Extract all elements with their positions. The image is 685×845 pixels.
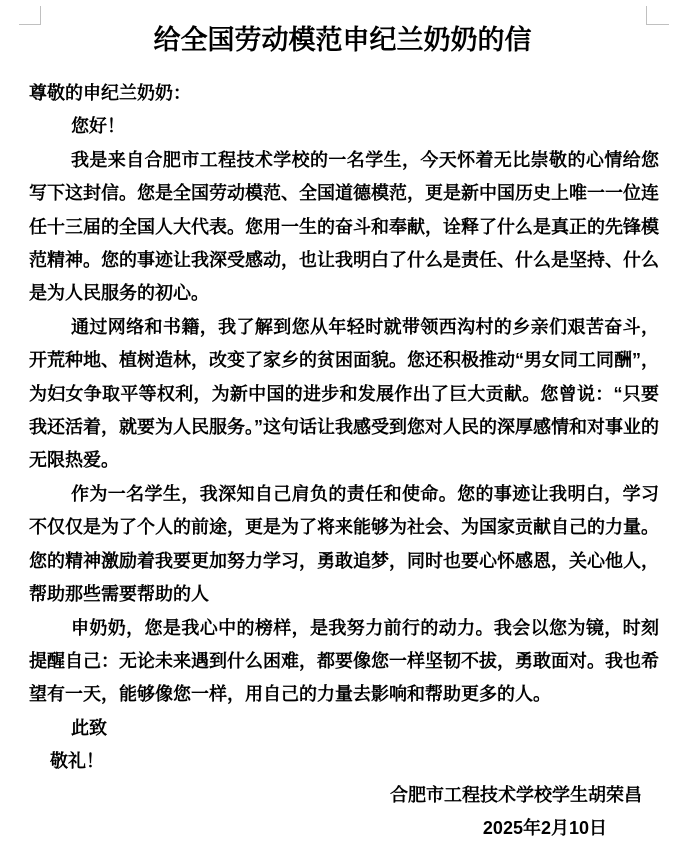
signature-name-line: 合肥市工程技术学校学生胡荣昌 xyxy=(390,784,642,805)
signature-date-line: 2025年2月10日 xyxy=(482,817,607,838)
closing-cizhi-line: 此致 xyxy=(71,717,107,738)
salutation-line: 尊敬的申纪兰奶奶： xyxy=(29,83,191,103)
body-paragraph-3: 作为一名学生，我深知自己肩负的责任和使命。您的事迹让我明白，学习不仅仅是为了个人的前途，更是为了将来能够为社会、为国家贡献自己的力量。您的精神激励着我要更加努力学习，勇敢追梦，同时也要心怀感恩，关心他人，帮助那些需要帮助的人 xyxy=(29,483,659,605)
margin-corner-mark-left xyxy=(19,6,41,25)
letter-body xyxy=(29,77,659,845)
greeting-line: 您好！ xyxy=(71,116,125,137)
body-paragraph-2: 通过网络和书籍，我了解到您从年轻时就带领西沟村的乡亲们艰苦奋斗，开荒种地、植树造林，改变了家乡的贫困面貌。您还积极推动“男女同工同酬”，为妇女争取平等权利，为新中国的进步和发展作出了巨大贡献。您曾说：“只要我还活着，就要为人民服务。”这句话让我感受到您对人民的深厚感情和对事业的无限热爱。 xyxy=(29,316,659,471)
letter-title: 给全国劳动模范申纪兰奶奶的信 xyxy=(153,25,532,55)
margin-corner-mark-right xyxy=(646,6,669,25)
closing-jingli-line: 敬礼！ xyxy=(50,751,104,772)
body-paragraph-4: 申奶奶，您是我心中的榜样，是我努力前行的动力。我会以您为镜，时刻提醒自己：无论未来遇到什么困难，都要像您一样坚韧不拔，勇敢面对。我也希望有一天，能够像您一样，用自己的力量去影响和帮助更多的人。 xyxy=(29,617,659,705)
body-paragraph-1: 我是来自合肥市工程技术学校的一名学生，今天怀着无比崇敬的心情给您写下这封信。您是全国劳动模范、全国道德模范，更是新中国历史上唯一一位连任十三届的全国人大代表。您用一生的奋斗和奉献，诠释了什么是真正的先锋模范精神。您的事迹让我深受感动，也让我明白了什么是责任、什么是坚持、什么是为人民服务的初心。 xyxy=(29,149,659,304)
